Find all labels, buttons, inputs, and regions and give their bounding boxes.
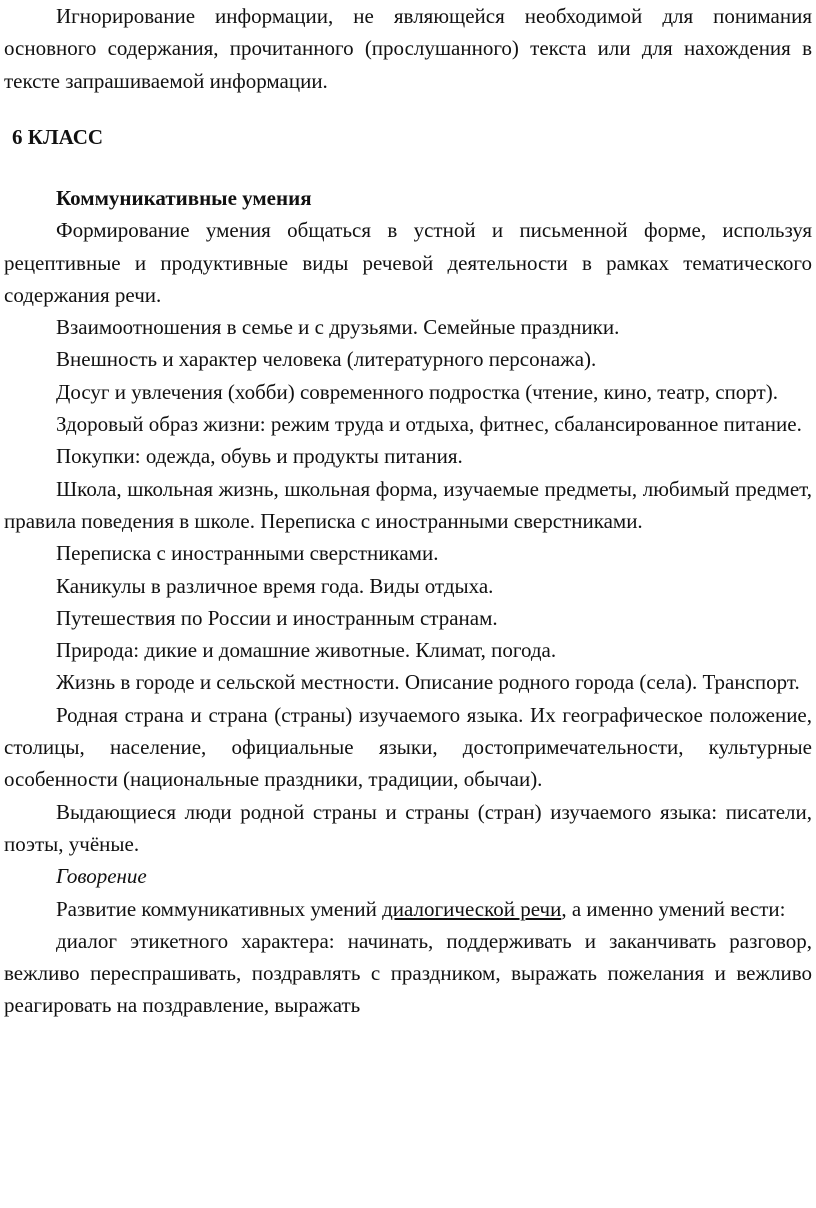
paragraph: Родная страна и страна (страны) изучаемого языка. Их географическое положение, столицы, население, официальные языки, достопримечательности, культурные особенности (национальные праздники, традиции, обычаи). (4, 702, 812, 792)
paragraph: Взаимоотношения в семье и с друзьями. Семейные праздники. (56, 315, 620, 340)
subheading-communicative: Коммуникативные умения (56, 186, 312, 210)
dialogue-speech-term: диалогической речи (382, 896, 562, 921)
paragraph: Формирование умения общаться в устной и письменной форме, используя рецептивные и продуктивные виды речевой деятельности в рамках тематического содержания речи. (4, 218, 812, 307)
intro-paragraph: Игнорирование информации, не являющейся необходимой для понимания основного содержания, прочитанного (прослушанного) текста или для нахождения в тексте запрашиваемой информации. (4, 4, 812, 93)
dialogue-text-after: , а именно умений вести: (561, 896, 786, 921)
last-paragraph: диалог этикетного характера: начинать, поддерживать и заканчивать разговор, вежливо переспрашивать, поздравлять с праздником, выражать пожелания и вежливо реагировать на поздравление, выражать (4, 928, 812, 1018)
paragraph: Школа, школьная жизнь, школьная форма, изучаемые предметы, любимый предмет, правила поведения в школе. Переписка с иностранными сверстниками. (4, 476, 812, 533)
content-flow (4, 182, 812, 1022)
dialogue-text-before: Развитие коммуникативных умений (56, 896, 383, 921)
paragraph: Природа: дикие и домашние животные. Климат, погода. (56, 638, 557, 663)
dialogue-paragraph (4, 893, 812, 925)
paragraph: Покупки: одежда, обувь и продукты питания. (56, 444, 463, 469)
paragraph: Каникулы в различное время года. Виды отдыха. (56, 573, 494, 598)
paragraph: Переписка с иностранными сверстниками. (56, 541, 439, 566)
paragraph: Жизнь в городе и сельской местности. Описание родного города (села). Транспорт. (56, 670, 800, 695)
paragraph: Путешествия по России и иностранным странам. (56, 605, 498, 630)
subheading-speaking: Говорение (56, 864, 147, 889)
paragraph: Выдающиеся люди родной страны и страны (стран) изучаемого языка: писатели, поэты, учёные. (4, 799, 812, 856)
paragraph: Досуг и увлечения (хобби) современного подростка (чтение, кино, театр, спорт). (56, 379, 778, 404)
paragraph: Здоровый образ жизни: режим труда и отдыха, фитнес, сбалансированное питание. (56, 412, 802, 437)
class-heading: 6 КЛАСС (12, 125, 104, 149)
paragraph: Внешность и характер человека (литературного персонажа). (56, 347, 597, 372)
